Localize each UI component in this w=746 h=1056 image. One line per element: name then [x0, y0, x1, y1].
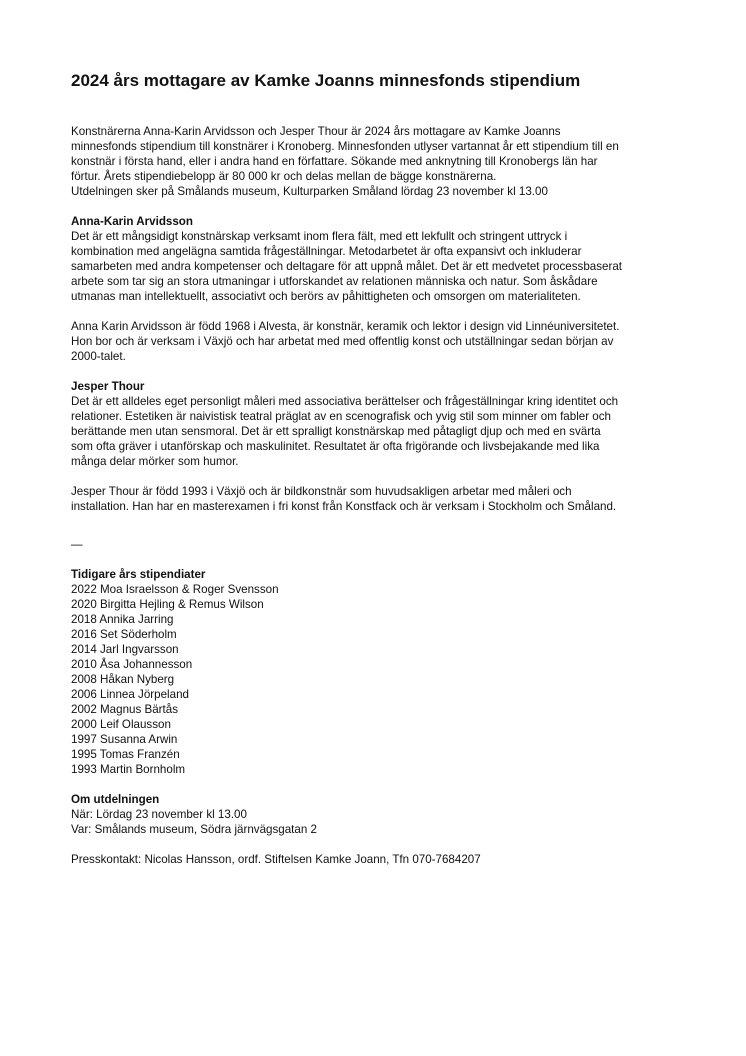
list-item: 1995 Tomas Franzén [71, 748, 180, 761]
artist1-description-line: arbete som tar sig an stora utmaningar i utforskandet av relationen människa och natur. Som åskådare [71, 275, 598, 288]
list-item: 2014 Jarl Ingvarsson [71, 643, 179, 656]
intro-line: Utdelningen sker på Smålands museum, Kulturparken Småland lördag 23 november kl 13.00 [71, 185, 548, 198]
document-body [71, 124, 681, 867]
previous-recipients-list [71, 582, 681, 777]
list-item: 2006 Linnea Jörpeland [71, 688, 189, 701]
artist2-description-line: som ofta gräver i utanförskap och maskulinitet. Resultatet är ofta frigörande och livsbejakande med lika [71, 440, 600, 453]
intro-line: konstnär i första hand, eller i andra hand en författare. Sökande med anknytning till Kronobergs län har [71, 155, 598, 168]
list-item: 2016 Set Söderholm [71, 628, 177, 641]
artist2-bio [71, 484, 681, 514]
artist2-bio-line: Jesper Thour är född 1993 i Växjö och är bildkonstnär som huvudsakligen arbetar med måleri och [71, 485, 572, 498]
artist1-bio [71, 319, 681, 364]
page-title: 2024 års mottagare av Kamke Joanns minnesfonds stipendium [71, 71, 581, 90]
section-separator: — [71, 538, 83, 551]
list-item: 2002 Magnus Bärtås [71, 703, 178, 716]
event-where: Var: Smålands museum, Södra järnvägsgatan 2 [71, 823, 317, 836]
artist2-description-line: Det är ett alldeles eget personligt måleri med associativa berättelser och frågeställningar kring identitet och [71, 395, 619, 408]
artist1-description-line: Det är ett mångsidigt konstnärskap verksamt inom flera fält, med ett lekfullt och stringent uttryck i [71, 230, 568, 243]
artist1-heading: Anna-Karin Arvidsson [71, 215, 193, 228]
list-item: 1997 Susanna Arwin [71, 733, 178, 746]
event-when: När: Lördag 23 november kl 13.00 [71, 808, 247, 821]
list-item: 2000 Leif Olausson [71, 718, 171, 731]
intro-line: förtur. Årets stipendiebelopp är 80 000 kr och delas mellan de bägge konstnärerna. [71, 170, 497, 183]
artist2-description [71, 394, 681, 469]
list-item: 2018 Annika Jarring [71, 613, 174, 626]
previous-recipients-heading: Tidigare års stipendiater [71, 568, 206, 581]
artist1-bio-line: Hon bor och är verksam i Växjö och har arbetat med med offentlig konst och utställningar sedan början av [71, 335, 614, 348]
artist2-description-line: många delar mörker som humor. [71, 455, 239, 468]
artist2-description-line: berättande men utan sensmoral. Det är ett spralligt konstnärskap med påtagligt djup och med en svärta [71, 425, 601, 438]
list-item: 2020 Birgitta Hejling & Remus Wilson [71, 598, 264, 611]
intro-line: minnesfonds stipendium till konstnärer i Kronoberg. Minnesfonden utlyser vartannat år ett stipendium till en [71, 140, 619, 153]
event-details [71, 807, 681, 837]
artist2-description-line: relationer. Estetiken är naivistisk teatral präglat av en scenografisk och yvig stil som minner om fabler och [71, 410, 611, 423]
artist1-description-line: kombination med angelägna samtida frågeställningar. Metodarbetet är ofta expansivt och inkluderar [71, 245, 582, 258]
intro-line: Konstnärerna Anna-Karin Arvidsson och Jesper Thour är 2024 års mottagare av Kamke Joanns [71, 125, 561, 138]
list-item: 2008 Håkan Nyberg [71, 673, 175, 686]
list-item: 2022 Moa Israelsson & Roger Svensson [71, 583, 279, 596]
artist2-bio-line: installation. Han har en masterexamen i fri konst från Konstfack och är verksam i Stockholm och Småland. [71, 500, 617, 513]
press-contact: Presskontakt: Nicolas Hansson, ordf. Stiftelsen Kamke Joann, Tfn 070-7684207 [71, 853, 481, 866]
artist1-description-line: samarbeten med andra kompetenser och deltagare för att uppnå målet. Det är ett medvetet processbaserat [71, 260, 623, 273]
artist2-heading: Jesper Thour [71, 380, 145, 393]
intro-paragraph [71, 124, 681, 199]
artist1-description [71, 229, 681, 304]
list-item: 2010 Åsa Johannesson [71, 658, 193, 671]
artist1-description-line: utmanas man intellektuellt, associativt och berörs av påhittigheten och omsorgen om materialiteten. [71, 290, 581, 303]
artist1-bio-line: 2000-talet. [71, 350, 126, 363]
event-heading: Om utdelningen [71, 793, 160, 806]
list-item: 1993 Martin Bornholm [71, 763, 186, 776]
artist1-bio-line: Anna Karin Arvidsson är född 1968 i Alvesta, är konstnär, keramik och lektor i design vid Linnéuniversitetet. [71, 320, 620, 333]
